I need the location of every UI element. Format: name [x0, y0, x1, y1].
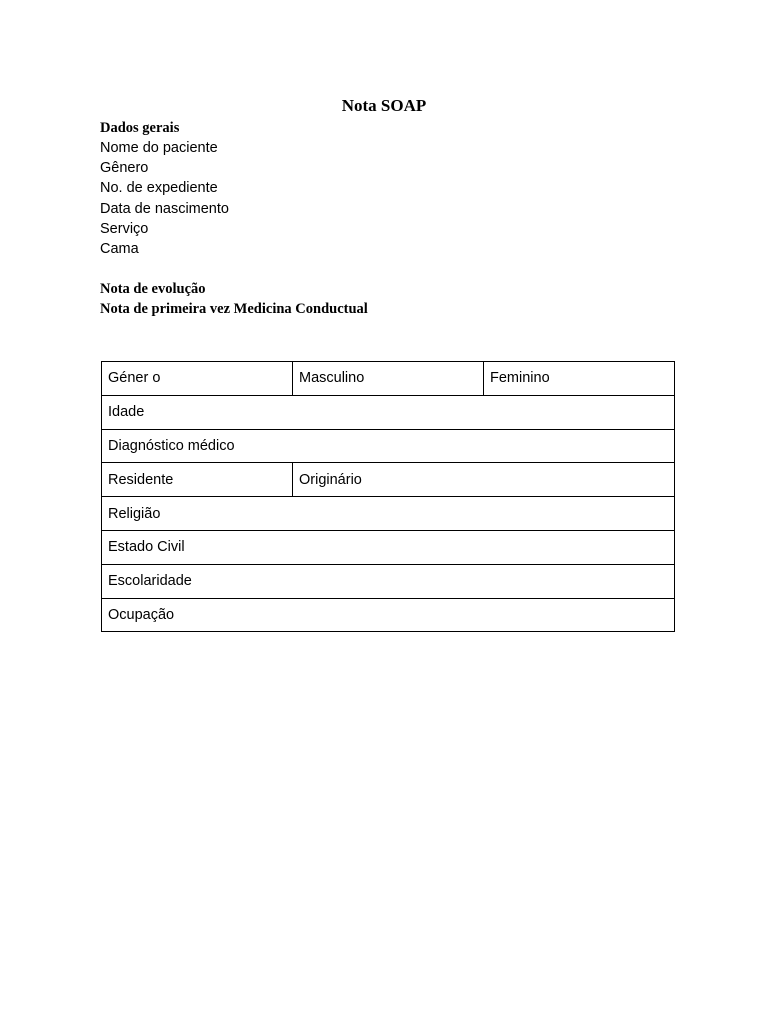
table-row [102, 598, 675, 632]
table-row [102, 429, 675, 463]
cell-gender-label: Géner o [102, 362, 293, 396]
patient-info-table [101, 361, 675, 632]
field-gender: Gênero [100, 160, 149, 177]
field-bed: Cama [100, 241, 139, 258]
cell-medical-diagnosis: Diagnóstico médico [102, 429, 675, 463]
cell-age: Idade [102, 395, 675, 429]
cell-male-option: Masculino [293, 362, 484, 396]
cell-religion: Religião [102, 497, 675, 531]
cell-female-option: Feminino [484, 362, 675, 396]
evolution-note-heading: Nota de evolução [100, 281, 206, 297]
table-row [102, 564, 675, 598]
field-patient-name: Nome do paciente [100, 140, 218, 156]
table-row [102, 395, 675, 429]
table-row [102, 530, 675, 564]
first-note-heading: Nota de primeira vez Medicina Conductual [100, 301, 368, 317]
general-data-section [100, 118, 229, 259]
cell-occupation: Ocupação [102, 598, 675, 632]
cell-resident: Residente [102, 463, 293, 497]
notes-section [100, 279, 368, 319]
cell-origin: Originário [293, 463, 675, 497]
page-title: Nota SOAP [341, 96, 427, 115]
field-birth-date: Data de nascimento [100, 200, 229, 217]
cell-education: Escolaridade [102, 564, 675, 598]
field-record-number: No. de expediente [100, 180, 218, 197]
field-service: Serviço [100, 220, 149, 237]
cell-marital-status: Estado Civil [102, 530, 675, 564]
table-row [102, 497, 675, 531]
table-row [102, 463, 675, 497]
table-row [102, 362, 675, 396]
general-data-heading: Dados gerais [100, 120, 180, 136]
